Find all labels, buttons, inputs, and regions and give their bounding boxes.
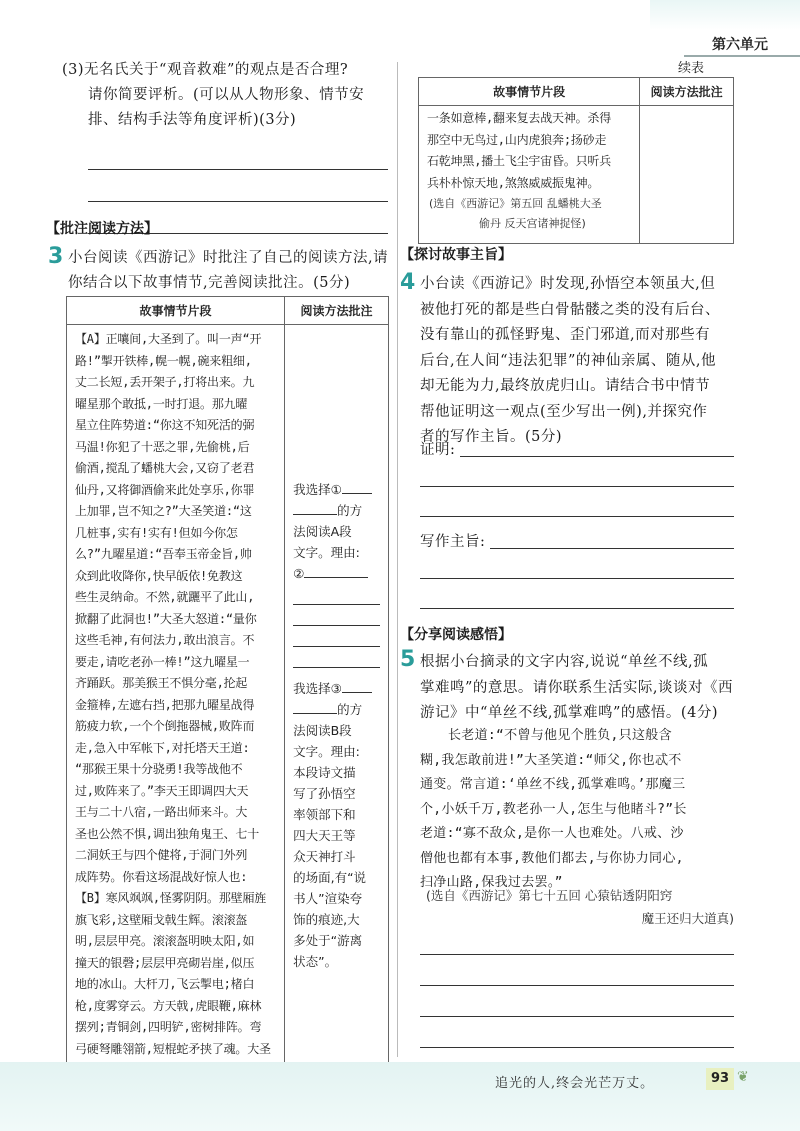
q4-prompt-line: 被他打死的都是些白骨骷髅之类的没有后台、	[420, 301, 720, 318]
story-line: 些生灵纳命。不然,就躧平了此山,	[75, 590, 255, 604]
reason-line: 饰的痕迹,大	[293, 912, 360, 927]
reason-line: 状态”。	[293, 954, 338, 969]
story-line: 【A】正嚷间,大圣到了。叫一声“开	[75, 332, 262, 346]
proof-line-3[interactable]	[420, 516, 734, 517]
story-line: 二洞妖王与四个健将,于洞门外列	[75, 848, 248, 862]
story-line: 圣也公然不惧,调出独角鬼王、七十	[75, 826, 260, 841]
unit-label: 第六单元	[712, 37, 768, 53]
choose-1-line-c: 法阅读A段	[293, 524, 352, 539]
theme-line-3[interactable]	[420, 608, 734, 609]
section-title-share: 【分享阅读感悟】	[400, 627, 512, 643]
story-line: 这些毛神,有何法力,敢出浪言。不	[75, 633, 255, 647]
choose-3-blank-b[interactable]	[293, 700, 337, 714]
story-line: 【B】寒风飒飒,怪雾阴阴。那壁厢旌	[75, 891, 267, 905]
passage-line: 通变。常言道:‘单丝不线,孤掌难鸣。’那魔三	[420, 777, 686, 792]
question-number-5: 5	[400, 647, 416, 672]
passage-line: 个,小妖千万,教老孙一人,怎生与他睹斗?”长	[420, 801, 687, 817]
story-line: 王与二十八宿,一路出师来斗。大	[75, 805, 248, 819]
story-line: 要走,请吃老孙一棒!”这九曜星一	[75, 654, 250, 669]
proof-line-2[interactable]	[420, 486, 734, 487]
passage-source-line-2: 魔王还归大道真)	[641, 911, 734, 926]
q5-prompt-line: 根据小台摘录的文字内容,说说“单丝不线,孤	[420, 654, 709, 670]
reason-line: 四大天王等	[293, 828, 356, 843]
choose-3-suffix: 的方	[337, 702, 363, 717]
reason-2-line	[293, 563, 380, 584]
question-5-prompt	[420, 650, 750, 727]
q4-prompt-line: 小台读《西游记》时发现,孙悟空本领虽大,但	[420, 276, 716, 292]
choose-3-label: 我选择③	[293, 681, 342, 696]
q4-prompt-line: 后台,在人间“违法犯罪”的神仙亲属、随从,他	[420, 352, 717, 369]
proof-label: 证明:	[420, 442, 456, 458]
proof-line-1[interactable]	[460, 456, 734, 457]
reason-line: 的场面,有“说	[293, 870, 367, 885]
question-number-3: 3	[48, 244, 64, 269]
story-line: 撞天的银磬;层层甲亮砌岩崖,似压	[75, 955, 255, 970]
story-line: 走,急入中军帐下,对托塔天王道:	[75, 740, 250, 755]
choose-3-line-d: 文字。理由:	[293, 744, 360, 759]
story-line: 丈二长短,丢开架子,打将出来。九	[75, 375, 255, 389]
q3-line-1: (3)无名氏关于“观音救难”的观点是否合理?	[62, 62, 349, 78]
cont-story-cell	[419, 106, 640, 244]
story-text	[67, 325, 284, 1060]
story-line: 众到此收降你,快早皈依!免教这	[75, 568, 243, 583]
cont-story-line: 那空中无鸟过,山内虎狼奔;扬砂走	[427, 132, 607, 147]
cont-annotation-cell[interactable]	[640, 106, 734, 244]
continued-table	[418, 77, 734, 244]
share-line-3[interactable]	[420, 1016, 734, 1017]
story-line: 星立住阵势道:“你这不知死活的弼	[75, 418, 255, 432]
choose-1-label: 我选择①	[293, 482, 342, 497]
choose-3-line	[293, 678, 380, 699]
story-line: 几桩事,实有!实有!但如今你怎	[75, 525, 238, 540]
story-line: 过,败阵来了。”李天王即调四大天	[75, 783, 249, 798]
reason-line: 众天神打斗	[293, 849, 356, 864]
cont-story-line: 兵朴朴惊天地,煞煞威威振鬼神。	[427, 175, 600, 190]
reason-2-line-a[interactable]	[293, 584, 380, 605]
section-title-method: 【批注阅读方法】	[46, 221, 158, 237]
circle-2-label: ②	[293, 566, 305, 581]
q4-prompt-line: 却无能为力,最终放虎归山。请结合书中情节	[420, 378, 711, 394]
story-line: 旗飞彩,这壁厢戈戟生辉。滚滚盔	[75, 912, 248, 927]
question-3-prompt	[68, 246, 398, 296]
choose-3-line-b	[293, 699, 380, 720]
story-line: 筋疲力软,一个个倒拖器械,败阵而	[75, 719, 255, 733]
passage-line: 僧他也都有本事,教他们都去,与你协力同心,	[420, 850, 684, 866]
story-line: 马温!你犯了十恶之罪,先偷桃,后	[75, 439, 250, 454]
q4-prompt-line: 帮他证明这一观点(至少写出一例),并探究作	[420, 403, 708, 420]
story-line: 么?”九曜星道:“吾奉玉帝金旨,帅	[75, 547, 252, 561]
footer-motto: 追光的人,终会光芒万丈。	[495, 1076, 655, 1091]
story-line: 成阵势。你看这场混战好惊人也:	[75, 869, 248, 884]
reason-2-line-c[interactable]	[293, 626, 380, 647]
reason-2-line-b[interactable]	[293, 605, 380, 626]
story-line: 上加罪,岂不知之?”大圣笑道:“这	[75, 504, 252, 518]
column-divider	[397, 62, 398, 1057]
story-line: 仙丹,又将御酒偷来此处享乐,你罪	[75, 482, 255, 497]
choose-1-blank[interactable]	[342, 480, 372, 494]
reason-2-blank[interactable]	[304, 564, 368, 578]
reason-line: 写了孙悟空	[293, 786, 356, 801]
header-decoration	[650, 0, 800, 30]
story-line: 偷酒,搅乱了蟠桃大会,又窃了老君	[75, 461, 255, 475]
story-line: 齐踊跃。那美猴王不惧分毫,抡起	[75, 676, 248, 690]
annotation-cell	[285, 325, 389, 1083]
reason-line: 率领部下和	[293, 807, 356, 822]
cont-source-line-2: 偷丹 反天宫诸神捉怪)	[479, 217, 586, 230]
story-line: 路!”掣开铁棒,幌一幌,碗来粗细,	[75, 353, 252, 368]
reason-3-text	[293, 762, 380, 972]
q4-prompt-line: 者的写作主旨。(5分)	[420, 429, 563, 445]
story-line: 摆列;青铜剑,四明铲,密树排阵。弯	[75, 1020, 262, 1034]
share-line-1[interactable]	[420, 954, 734, 955]
cont-story-line: 石乾坤黑,播土飞尘宇宙昏。只听兵	[427, 154, 612, 168]
passage-line: 长老道:“不曾与他见个胜负,只这般含	[448, 728, 672, 743]
reason-2-line-d[interactable]	[293, 647, 380, 668]
passage-source-line-1: (选自《西游记》第七十五回 心猿钻透阴阳窍	[426, 888, 673, 903]
q3-prompt-line-1: 小台阅读《西游记》时批注了自己的阅读方法,请	[68, 250, 389, 266]
left-column	[58, 58, 388, 234]
choose-1-line-d: 文字。理由:	[293, 545, 360, 560]
annotation-block	[285, 325, 388, 972]
q5-prompt-line: 游记》中“单丝不线,孤掌难鸣”的感悟。(4分)	[420, 705, 718, 721]
q5-prompt-line: 掌难鸣”的意思。请你联系生活实际,谈谈对《西	[420, 679, 734, 696]
q3-line-2: 请你简要评析。(可以从人物形象、情节安	[88, 87, 365, 103]
story-line: 曜星那个敢抵,一时打退。那九曜	[75, 396, 248, 411]
story-line: 地的冰山。大杆刀,飞云掣电;楮白	[75, 977, 255, 991]
story-line: 金箍棒,左遮右挡,把那九曜星战得	[75, 697, 255, 712]
passage-source	[426, 884, 738, 930]
theme-line-2[interactable]	[420, 578, 734, 579]
theme-label: 写作主旨:	[420, 534, 486, 550]
story-cell	[67, 325, 285, 1083]
theme-line-1[interactable]	[490, 548, 734, 549]
story-line: 弓硬弩雕翎箭,短棍蛇矛挟了魂。大圣	[75, 1041, 271, 1056]
passage-line: 糊,我怎敢前进!”大圣笑道:“师父,你也忒不	[420, 752, 682, 768]
q3-prompt-line-2: 你结合以下故事情节,完善阅读批注。(5分)	[68, 275, 351, 291]
passage-line: 老道:“寡不敌众,是你一人也难处。八戒、沙	[420, 826, 684, 841]
choose-1-blank-b[interactable]	[293, 501, 337, 515]
cont-header-story: 故事情节片段	[419, 78, 640, 106]
continued-label: 续表	[678, 61, 705, 76]
choose-1-suffix: 的方	[337, 503, 363, 518]
share-line-2[interactable]	[420, 985, 734, 986]
question-4-prompt	[420, 272, 750, 451]
header-story: 故事情节片段	[67, 297, 285, 325]
header-method: 阅读方法批注	[285, 297, 389, 325]
story-line: 枪,度雾穿云。方天戟,虎眼鞭,麻林	[75, 998, 262, 1013]
choose-3-line-c: 法阅读B段	[293, 723, 352, 738]
story-line: 掀翻了此洞也!”大圣大怒道:“量你	[75, 611, 257, 626]
share-line-4[interactable]	[420, 1047, 734, 1048]
story-line: “那猴王果十分骁勇!我等战他不	[75, 762, 243, 776]
footer-band	[0, 1062, 800, 1131]
cont-story-line: 一条如意棒,翻来复去战天神。杀得	[427, 111, 612, 125]
passage-line: 扫净山路,保我过去罢。”	[420, 875, 563, 890]
question-3-sub	[58, 58, 388, 133]
cont-story-text	[419, 106, 639, 194]
choose-3-blank[interactable]	[342, 679, 372, 693]
story-annotation-table	[66, 296, 389, 1083]
cont-header-method: 阅读方法批注	[640, 78, 734, 106]
page-number: 93	[706, 1068, 734, 1090]
question-number-4: 4	[400, 270, 416, 295]
story-line: 明,层层甲亮。滚滚盔明映太阳,如	[75, 934, 255, 948]
cont-source-line-1: (选自《西游记》第五回 乱蟠桃大圣	[429, 197, 602, 210]
leaf-icon: ❦	[737, 1069, 749, 1085]
quoted-passage	[420, 724, 738, 896]
reason-line: 本段诗文描	[293, 765, 356, 780]
reason-line: 多处于“游离	[293, 933, 363, 948]
cont-source	[419, 194, 639, 234]
q3-line-3: 排、结构手法等角度评析)(3分)	[88, 112, 297, 128]
reason-line: 书人”渲染夸	[293, 891, 363, 906]
choose-1-line-b	[293, 500, 380, 521]
choose-1-line	[293, 479, 380, 500]
q4-prompt-line: 没有靠山的孤怪野鬼、歪门邪道,而对那些有	[420, 327, 711, 343]
section-title-theme: 【探讨故事主旨】	[400, 247, 512, 263]
